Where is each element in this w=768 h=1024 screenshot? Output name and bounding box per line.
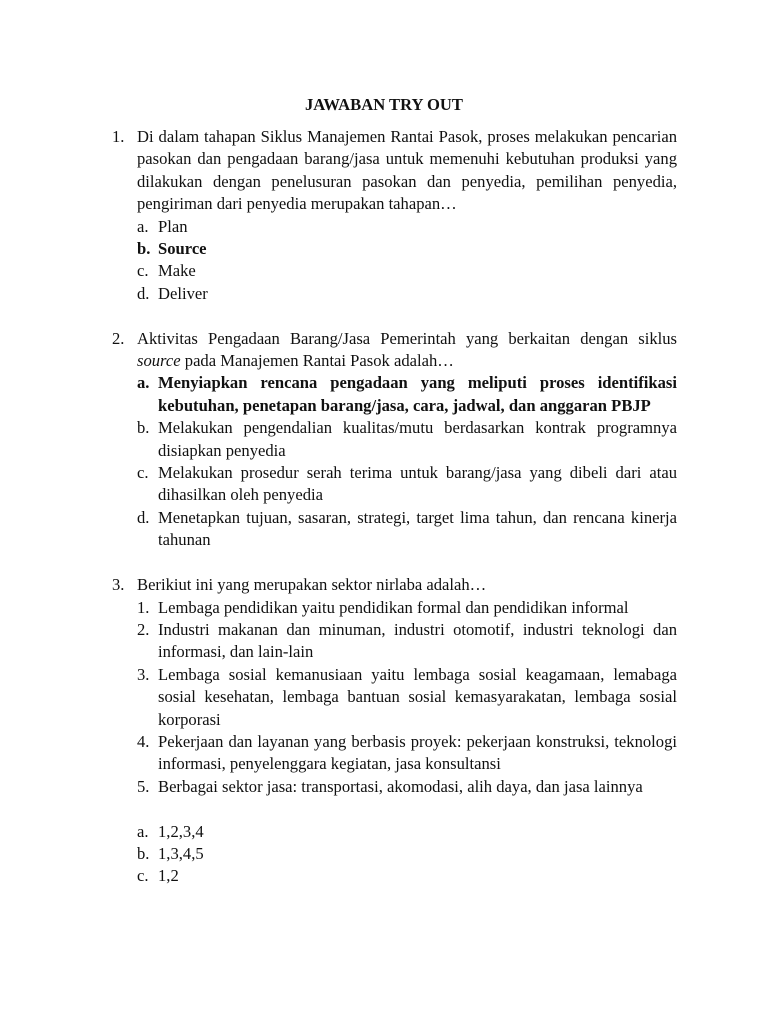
option-c <box>137 260 677 282</box>
option-a <box>137 821 677 843</box>
option-label: b. <box>137 843 150 863</box>
option-d <box>137 507 677 552</box>
option-list <box>137 372 677 551</box>
statement-3 <box>137 664 677 731</box>
option-b <box>137 417 677 462</box>
option-text: Source <box>158 239 207 259</box>
option-text: Deliver <box>158 283 208 303</box>
statement-2 <box>137 619 677 664</box>
option-label: d. <box>137 283 150 303</box>
statement-label: 2. <box>137 619 150 639</box>
option-a <box>137 216 677 238</box>
option-list <box>137 216 677 306</box>
statement-label: 1. <box>137 597 150 617</box>
option-c <box>137 462 677 507</box>
question-2 <box>112 328 677 552</box>
option-text: 1,2 <box>158 866 179 886</box>
question-text <box>137 328 677 373</box>
option-text: Menetapkan tujuan, sasaran, strategi, target lima tahun, dan rencana kinerja tahunan <box>158 507 677 550</box>
statement-label: 3. <box>137 664 150 684</box>
option-list <box>137 821 677 888</box>
option-text: 1,3,4,5 <box>158 843 204 863</box>
option-c <box>137 865 677 887</box>
option-text: Melakukan pengendalian kualitas/mutu berdasarkan kontrak programnya disiapkan penyedia <box>158 418 677 460</box>
statement-label: 5. <box>137 776 150 796</box>
option-text: 1,2,3,4 <box>158 821 204 841</box>
statement-text: Industri makanan dan minuman, industri otomotif, industri teknologi dan informasi, dan lain-lain <box>158 619 677 662</box>
option-b-answer <box>137 238 677 260</box>
option-label: a. <box>137 216 149 236</box>
question-text: Berikiut ini yang merupakan sektor nirlaba adalah… <box>137 575 487 595</box>
option-text: Melakukan prosedur serah terima untuk barang/jasa yang dibeli dari atau dihasilkan oleh penyedia <box>158 463 677 505</box>
question-1 <box>112 126 677 305</box>
statement-4 <box>137 731 677 776</box>
statement-list <box>137 597 677 799</box>
question-text-italic: source <box>137 351 181 371</box>
option-d <box>137 283 677 305</box>
statement-1 <box>137 597 677 619</box>
option-label: b. <box>137 239 151 259</box>
option-text: Plan <box>158 216 188 236</box>
question-list <box>112 126 677 888</box>
statement-text: Berbagai sektor jasa: transportasi, akomodasi, alih daya, dan jasa lainnya <box>158 776 643 796</box>
question-number: 3. <box>112 575 125 595</box>
statement-5 <box>137 776 677 798</box>
statement-text: Lembaga sosial kemanusiaan yaitu lembaga sosial keagamaan, lemabaga sosial kesehatan, lembaga bantuan sosial kemasyarakatan, lembaga sosial korporasi <box>158 664 677 729</box>
option-label: b. <box>137 418 150 438</box>
question-3 <box>112 574 677 888</box>
question-text: Di dalam tahapan Siklus Manajemen Rantai Pasok, proses melakukan pencarian pasokan dan pengadaan barang/jasa untuk memenuhi kebutuhan produksi yang dilakukan dengan penelusuran pasokan dan penyedia, pemilihan penyedia, pengiriman dari penyedia merupakan tahapan… <box>137 127 677 214</box>
statement-label: 4. <box>137 731 150 751</box>
option-b <box>137 843 677 865</box>
option-label: c. <box>137 866 149 886</box>
option-label: c. <box>137 261 149 281</box>
option-label: a. <box>137 373 150 393</box>
question-text-end: pada Manajemen Rantai Pasok adalah… <box>180 351 454 371</box>
option-a-answer <box>137 372 677 417</box>
question-number: 1. <box>112 127 125 146</box>
option-text: Make <box>158 261 196 281</box>
option-text: Menyiapkan rencana pengadaan yang meliputi proses identifikasi kebutuhan, penetapan barang/jasa, cara, jadwal, dan anggaran PBJP <box>158 373 677 415</box>
option-label: c. <box>137 463 149 483</box>
page-title: JAWABAN TRY OUT <box>304 95 463 114</box>
option-label: a. <box>137 821 149 841</box>
statement-text: Pekerjaan dan layanan yang berbasis proyek: pekerjaan konstruksi, teknologi informasi, penyelenggara kegiatan, jasa konsultansi <box>158 731 677 774</box>
question-text-start: Aktivitas Pengadaan Barang/Jasa Pemerintah yang berkaitan dengan siklus <box>137 328 677 348</box>
option-label: d. <box>137 507 150 527</box>
statement-text: Lembaga pendidikan yaitu pendidikan formal dan pendidikan informal <box>158 597 629 617</box>
question-number: 2. <box>112 328 125 348</box>
